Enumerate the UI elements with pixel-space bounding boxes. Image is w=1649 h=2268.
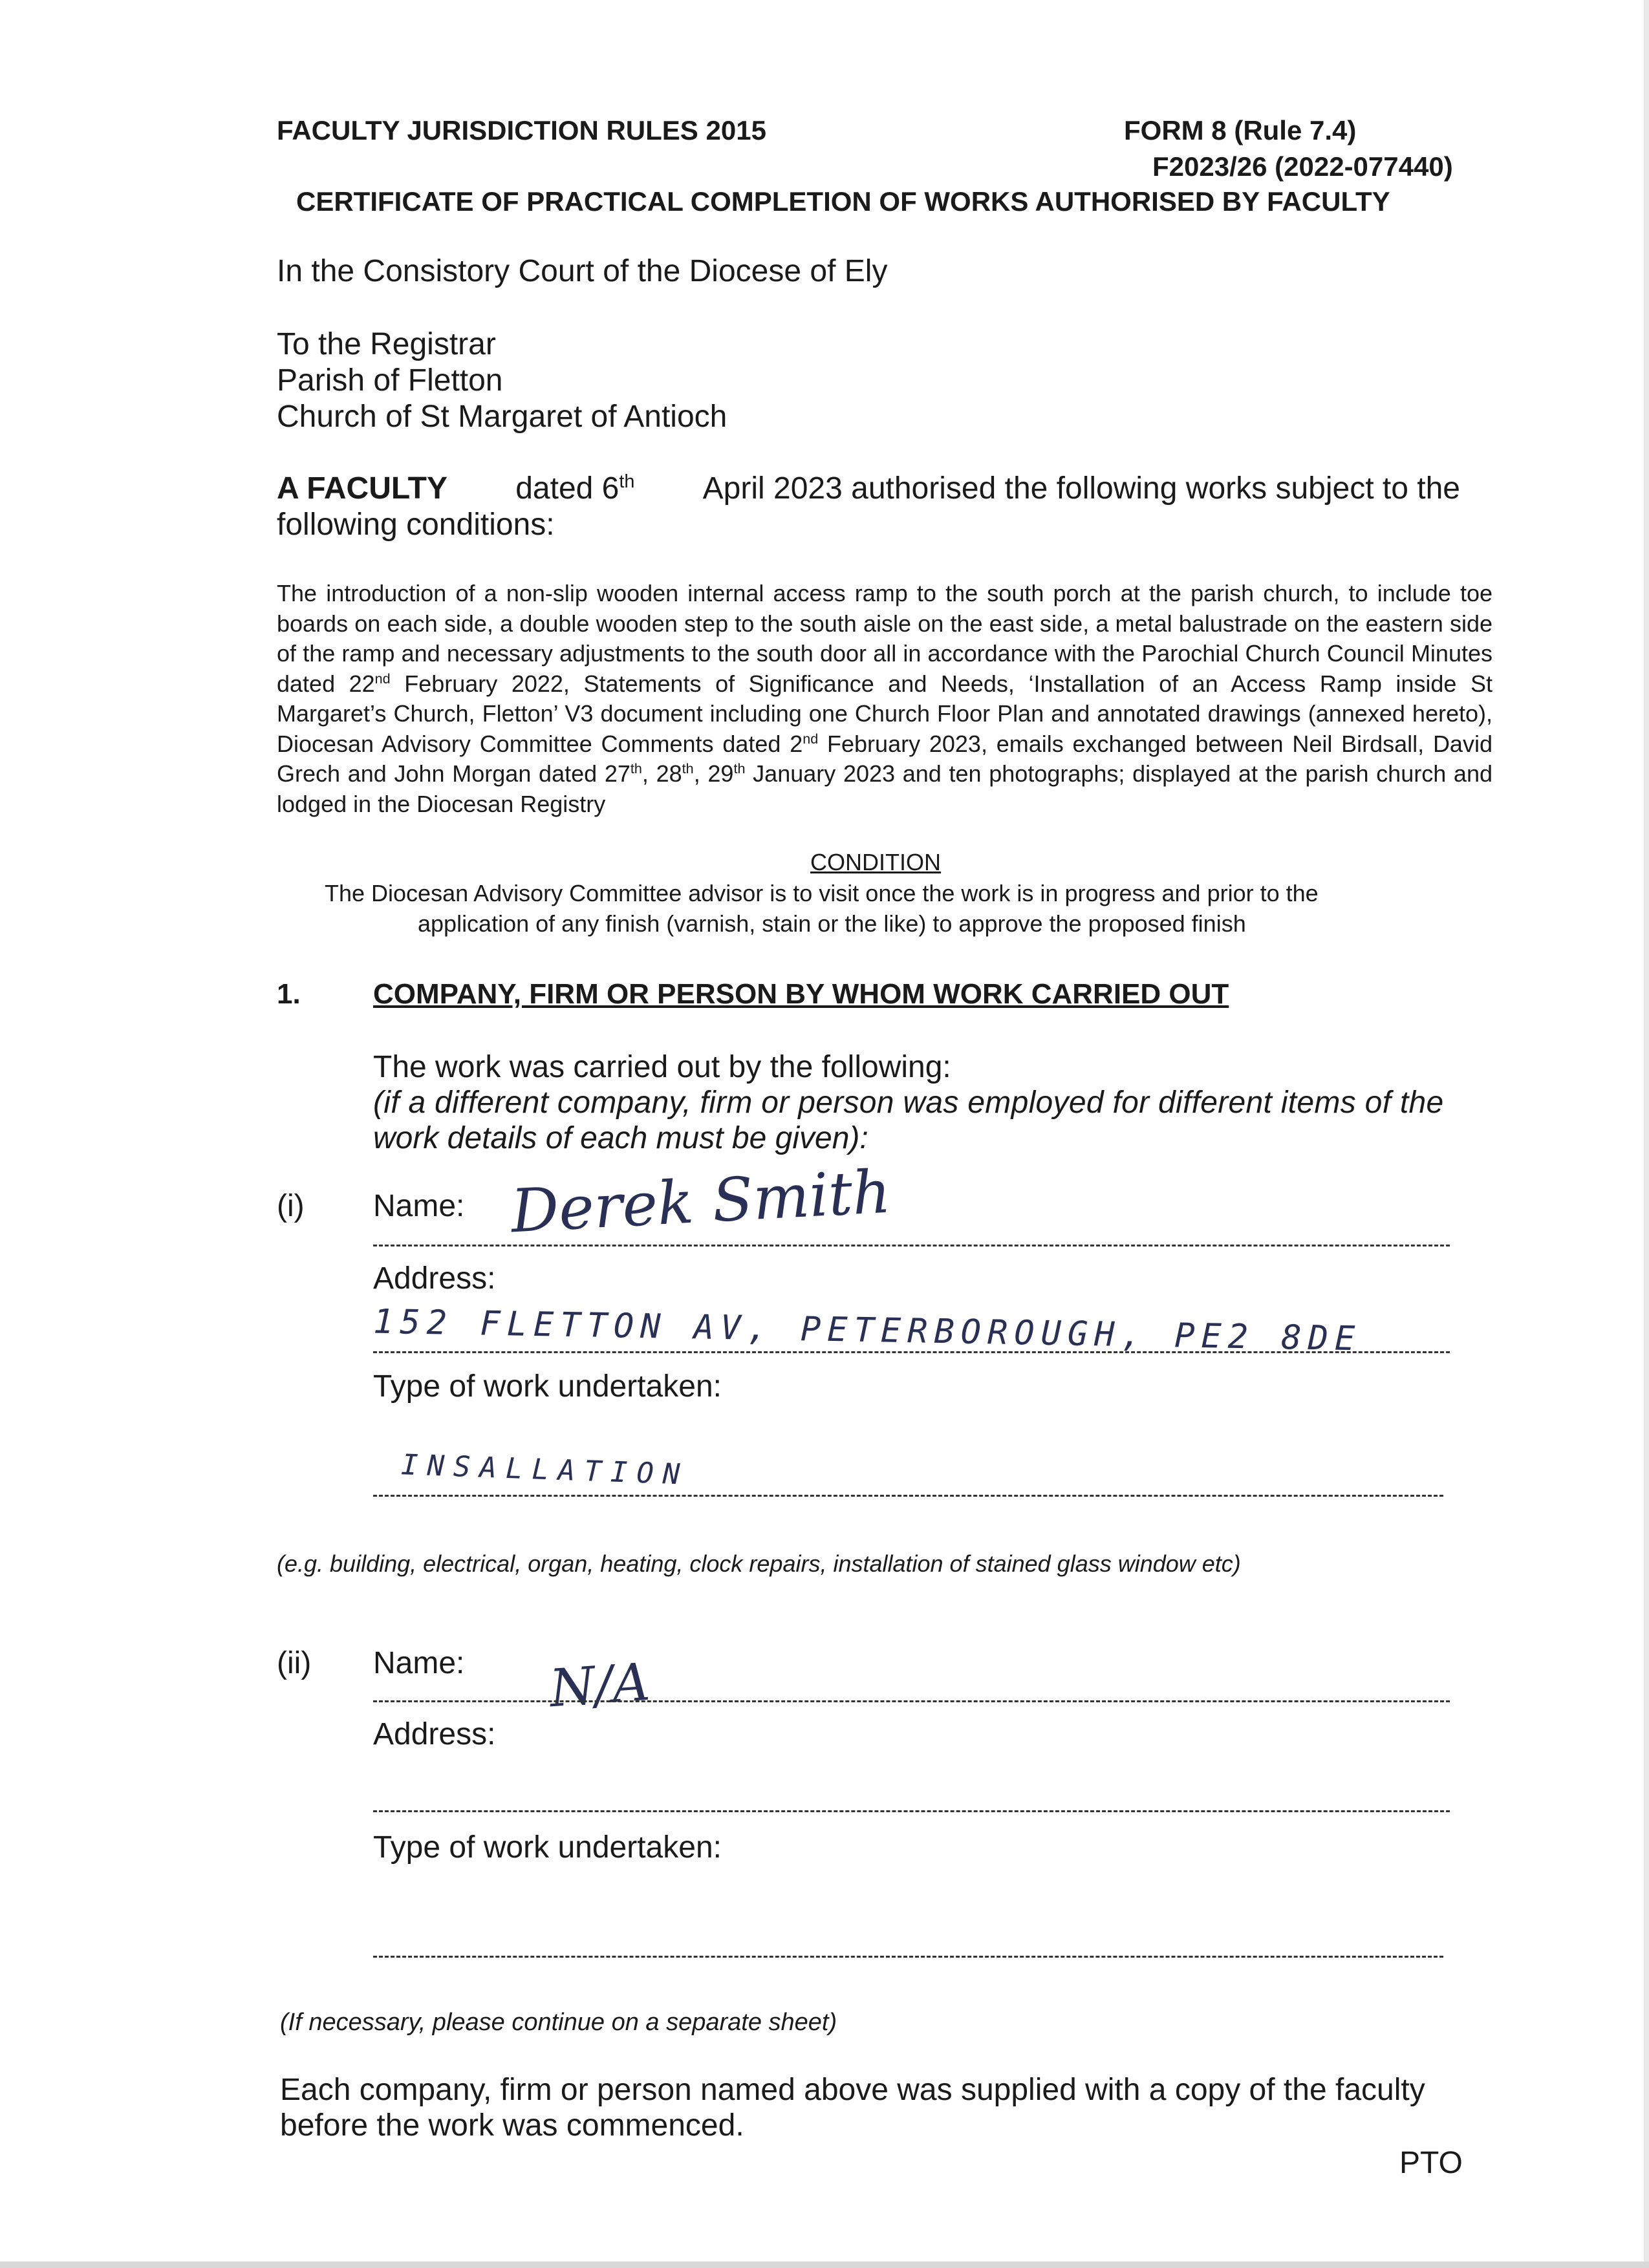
- faculty-lead: A FACULTY: [277, 471, 447, 506]
- entry2-address-label: Address:: [373, 1717, 496, 1751]
- court-line: In the Consistory Court of the Diocese of Ely: [277, 254, 888, 288]
- section-note-line1: (if a different company, firm or person was employed for different items of the: [373, 1086, 1444, 1120]
- faculty-day-suffix: th: [619, 471, 635, 492]
- entry1-name-handwritten[interactable]: Derek Smith: [509, 1157, 892, 1246]
- works-description: The introduction of a non-slip wooden internal access ramp to the south porch at the parish church, to include toe boards on each side, a double wooden step to the south aisle on the east side, a metal balustrade on the eastern side of the ramp and necessary adjustments to the south door all in accordance with the Parochial Church Council Minutes dated 22nd February 2022, Statements of Significance and Needs, ‘Installation of an Access Ramp inside St Margaret’s Church, Fletton’ V3 document including one Church Floor Plan and annotated drawings (annexed hereto), Diocesan Advisory Committee Comments dated 2nd February 2023, emails exchanged between Neil Birdsall, David Grech and John Morgan dated 27th, 28th, 29th January 2023 and ten photographs; displayed at the parish church and lodged in the Diocesan Registry: [277, 580, 1493, 817]
- entry1-type-label: Type of work undertaken:: [373, 1369, 722, 1404]
- addressee-parish: Parish of Fletton: [277, 363, 503, 398]
- scan-edge-bottom: [0, 2262, 1649, 2268]
- entry2-name-line: [373, 1700, 1450, 1702]
- faculty-statement-line2: following conditions:: [277, 508, 555, 542]
- section-heading: COMPANY, FIRM OR PERSON BY WHOM WORK CARRIED OUT: [373, 978, 1229, 1010]
- entry2-type-line: [373, 1956, 1443, 1958]
- supplied-line2: before the work was commenced.: [280, 2108, 744, 2143]
- entry2-index: (ii): [277, 1646, 312, 1680]
- condition-line2: application of any finish (varnish, stain or the like) to approve the proposed finish: [418, 910, 1246, 937]
- scan-edge-right: [1644, 0, 1649, 2268]
- entry1-type-handwritten[interactable]: INSALLATION: [400, 1448, 690, 1492]
- work-examples: (e.g. building, electrical, organ, heating, clock repairs, installation of stained glass window etc): [277, 1550, 1241, 1577]
- faculty-dated-prefix: dated 6: [515, 471, 620, 506]
- condition-heading: CONDITION: [810, 849, 941, 875]
- rules-title: FACULTY JURISDICTION RULES 2015: [277, 115, 766, 145]
- entry2-name-label: Name:: [373, 1646, 465, 1680]
- addressee-registrar: To the Registrar: [277, 327, 496, 361]
- entry1-address-label: Address:: [373, 1261, 496, 1296]
- entry1-type-line: [373, 1495, 1443, 1497]
- entry1-index: (i): [277, 1189, 305, 1223]
- faculty-statement-line1: [277, 471, 1460, 506]
- faculty-dated: [515, 471, 634, 506]
- section-intro: The work was carried out by the following:: [373, 1050, 951, 1084]
- entry1-address-line: [373, 1351, 1450, 1353]
- addressee-church: Church of St Margaret of Antioch: [277, 400, 727, 434]
- entry1-name-label: Name:: [373, 1189, 465, 1223]
- certificate-title: CERTIFICATE OF PRACTICAL COMPLETION OF WORKS AUTHORISED BY FACULTY: [296, 186, 1390, 217]
- entry1-address-handwritten[interactable]: 152 FLETTON AV, PETERBOROUGH, PE2 8DE: [372, 1302, 1362, 1359]
- section-note-line2: work details of each must be given):: [373, 1121, 868, 1155]
- reference-number: F2023/26 (2022-077440): [1152, 151, 1453, 182]
- form-label: FORM 8 (Rule 7.4): [1124, 115, 1357, 145]
- entry1-name-line: [373, 1245, 1450, 1246]
- section-number: 1.: [277, 978, 301, 1010]
- entry2-name-handwritten[interactable]: N/A: [547, 1651, 652, 1719]
- continue-note: (If necessary, please continue on a separate sheet): [280, 2009, 837, 2036]
- faculty-rest: April 2023 authorised the following works subject to the: [702, 471, 1460, 506]
- pto-label: PTO: [1399, 2146, 1463, 2180]
- entry2-address-line: [373, 1810, 1450, 1812]
- entry2-type-label: Type of work undertaken:: [373, 1830, 722, 1865]
- condition-line1: The Diocesan Advisory Committee advisor is to visit once the work is in progress and prior to the: [325, 880, 1319, 906]
- supplied-line1: Each company, firm or person named above was supplied with a copy of the faculty: [280, 2073, 1425, 2107]
